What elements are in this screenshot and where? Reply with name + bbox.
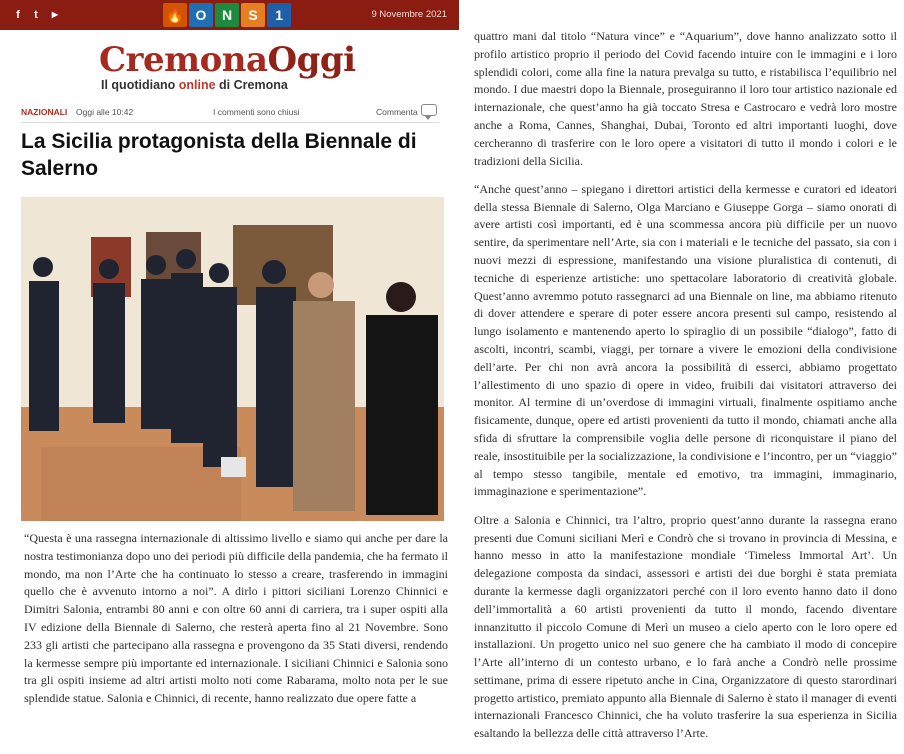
top-bar: [0, 0, 459, 30]
article-paragraph-3: Oltre a Salonia e Chinnici, tra l’altro, proprio quest’anno durante la rassegna erano presenti due Comuni siciliani Merì e Condrò che si trovano in provincia di Messina, e hanno messo in atto la manifestazione mondiale ‘Timeless Immortal Art’. Un delegazione composta da sindaci, assessori e artisti dei due borghi è stata premiata durante la kermesse dagli organizzatori perché con il loro evento hanno dato il dono dell’immortalità a 60 artisti provenienti da tutto il mondo, facendo diventare innanzitutto il piccolo Comune di Merì un museo a cielo aperto con le loro opere ed installazioni. Un progetto unico nel suo genere che ha cambiato il modo di concepire l’Arte all’interno di un contesto urbano, e lo farà anche a Condrò nelle prossime settimane, prima di essere ripetuto anche in Cina, Organizzatore di questo starordinari progetto artistico, premiato appunto alla Biennale di Salerno è stato il manager di eventi internazionali Francesco Chinnici, che ha voluto trasferire la sua esperienza in Sicilia esaltando la bellezza delle città attraverso l’Arte.: [474, 512, 897, 741]
article-body-left: “Questa è una rassegna internazionale di altissimo livello e siamo qui anche per dare la nostra testimonianza dopo uno dei periodi più difficile della pandemia, che ha fermato il mondo, ma non l’Arte che ha continuato lo stesso a creare, trasferendo in immagini quello che è avvenuto intorno a noi”. A dirlo i pittori siciliani Lorenzo Chinnici e Dimitri Salonia, entrambi 80 anni e con oltre 60 anni di carriera, tra i super ospiti alla IV edizione della Biennale di Salerno, che resterà aperta fino al 21 Novembre. Sono 233 gli artisti che partecipano alla rassegna e provengono da 35 Stati diversi, rendendo la kermesse sempre più importante ed internazionale. I siciliani Chinnici e Salonia sono tra gli ospiti insieme ad altri artisti molto noti come Rabarama, molto nota per le sue splendide statue. Salonia e Chinnici, di recente, hanno realizzato due opere fatte a: [24, 531, 448, 706]
publish-time: Oggi alle 10:42: [76, 107, 134, 117]
category-link[interactable]: NAZIONALI: [21, 107, 68, 117]
youtube-icon[interactable]: ▶: [51, 10, 59, 19]
twitter-icon[interactable]: t: [34, 9, 38, 21]
meta-divider: [21, 122, 439, 123]
site-logo[interactable]: [99, 40, 361, 92]
right-column: [474, 0, 897, 754]
logo-part1: Cremona: [99, 40, 268, 80]
channel-links: [163, 3, 291, 27]
channel-o-link[interactable]: O: [189, 3, 213, 27]
channel-s-link[interactable]: S: [241, 3, 265, 27]
comments-closed-text: I commenti sono chiusi: [213, 107, 300, 117]
article-paragraph-1: quattro mani dal titolo “Natura vince” e “Aquarium”, dove hanno analizzato sotto il profilo artistico proprio il periodo del Covid facendo intuire con le immagini e i loro splendidi colori, come alla fine la natura prevalga su tutto, e ristabilisca l’equilibrio nel mondo. I due maestri dopo la Biennale, proseguiranno il loro tour artistico nazionale ed internazionale, che quest’anno ha già toccato Stresa e Castrocaro e vedrà loro mostre anche a Roma, Cannes, Shanghai, Dubai, Toronto ed altri importanti luoghi, dove cercheranno di trasferire con le loro opere a visitatori di tutto il mondo i colori e le tradizioni della Sicilia.: [474, 29, 897, 168]
comment-link[interactable]: Commenta: [376, 107, 418, 117]
channel-n-link[interactable]: N: [215, 3, 239, 27]
logo-part2: Oggi: [267, 40, 356, 80]
logo-tagline-c: di Cremona: [215, 78, 288, 92]
header-date: 9 Novembre 2021: [371, 9, 447, 20]
logo-tagline-a: Il quotidiano: [101, 78, 179, 92]
channel-fire-icon[interactable]: 🔥: [163, 3, 187, 27]
facebook-icon[interactable]: f: [16, 9, 20, 21]
article-paragraph-2: “Anche quest’anno – spiegano i direttori artistici della kermesse e curatori ed ideatori della stessa Biennale di Salerno, Olga Marciano e Giuseppe Gorga – siamo onorati di avere artisti così importanti, ed è una scommessa ancora più difficile per un nuovo sentire, da sperimentare nell’Arte, sia con i materiali e le tecniche del passato, sia con i nuovi mezzi di espressione, manifestando una visione pluralistica di contenuti, di tecniche di esperienze artistiche: uno spettacolare laboratorio di creatività globale. Quest’anno avremmo potuto rassegnarci ad una Biennale on line, ma abbiamo ritenuto di dover attendere e sperare di poter essere ancora presenti sul campo, resistendo al lungo isolamento e mantenendo aperto lo spiraglio di un possibile “dialogo”, fatto di ascolti, incontri, scambi, viaggi, per tornare a vivere le emozioni della condivisione dell’arte. Per chi non avrà ancora la possibilità di esserci, abbiamo progettato l’allestimento di uno spazio di opere in video, fruibili dai visitatori attraverso dei monitor. Al termine di un’overdose di immagini virtuali, finalmente ospitiamo anche fisicamente, dunque, opere ed artisti provenienti da tutto il mondo, chiamati anche alla sfida di sfruttare la comprensibile voglia delle persone di riconquistare il piano del reale, insostituibile per la socializzazione, la condivisione e l’incontro, per un “viaggio” al tempo stesso tangibile, mentale ed emotivo, tra immagini, immaginario, immaginazione e sperimentazione”.: [474, 181, 897, 499]
left-column: [0, 0, 459, 716]
article-photo: [21, 197, 444, 521]
channel-1-link[interactable]: 1: [267, 3, 291, 27]
logo-tagline-b: online: [178, 78, 216, 92]
article-title: La Sicilia protagonista della Biennale di Salerno: [21, 130, 417, 180]
article-meta: [21, 104, 439, 122]
comment-bubble-icon[interactable]: [421, 104, 437, 116]
group-photo-illustration: [21, 197, 444, 521]
